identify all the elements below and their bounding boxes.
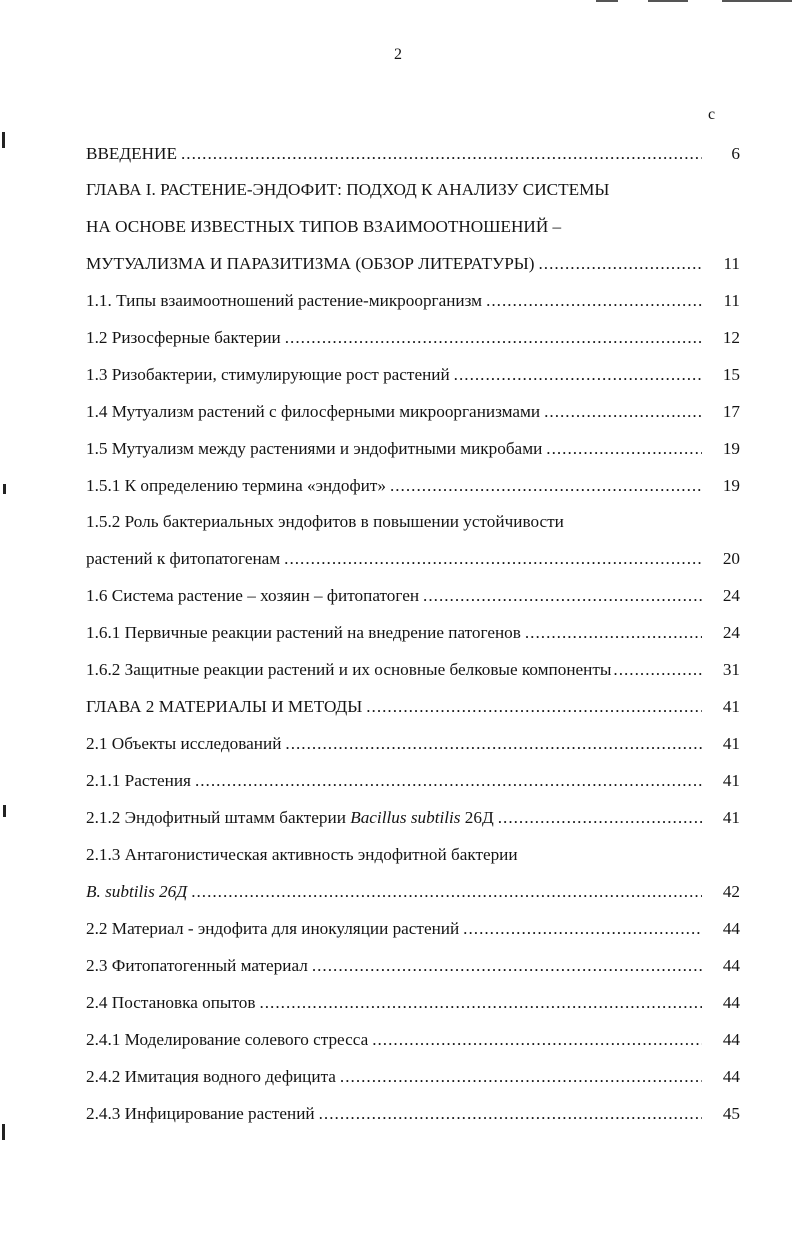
toc-entry-chapter-1-line-1[interactable] bbox=[86, 172, 740, 209]
toc-entry-title: ГЛАВА I. РАСТЕНИЕ-ЭНДОФИТ: ПОДХОД К АНАЛИЗУ СИСТЕМЫ bbox=[86, 180, 610, 200]
toc-entry-1-2[interactable] bbox=[86, 319, 740, 356]
toc-entry-title: 1.2 Ризосферные бактерии bbox=[86, 327, 281, 347]
dot-leader bbox=[319, 1104, 702, 1124]
toc-entry-page: 44 bbox=[722, 955, 740, 975]
toc-entry-title: 2.2 Материал - эндофита для инокуляции растений bbox=[86, 918, 460, 938]
toc-entry-title: 1.6.2 Защитные реакции растений и их основные белковые компоненты bbox=[86, 660, 612, 679]
dot-leader bbox=[546, 439, 702, 459]
toc-entry-page: 44 bbox=[722, 1066, 740, 1086]
toc-entry-title: 2.4.3 Инфицирование растений bbox=[86, 1103, 315, 1123]
dot-leader bbox=[181, 144, 702, 164]
page-column-header: с bbox=[708, 106, 716, 123]
toc-entry-page: 12 bbox=[722, 327, 740, 347]
toc-entry-2-4-3[interactable] bbox=[86, 1095, 740, 1132]
toc-entry-page: 44 bbox=[722, 918, 740, 938]
toc-entry-title: 1.5 Мутуализм между растениями и эндофитными микробами bbox=[86, 438, 543, 458]
dot-leader bbox=[259, 993, 702, 1013]
toc-entry-1-5[interactable] bbox=[86, 430, 740, 467]
toc-entry-title: 2.1 Объекты исследований bbox=[86, 734, 282, 753]
toc-entry-title: 2.1.2 Эндофитный штамм бактерии Bacillus subtilis 26Д bbox=[86, 808, 494, 827]
toc-entry-2-3[interactable] bbox=[86, 947, 740, 984]
toc-entry-page: 15 bbox=[722, 364, 740, 384]
dot-leader bbox=[372, 1030, 702, 1050]
toc-entry-2-1-2[interactable] bbox=[86, 800, 740, 837]
toc-entry-2-1-3-line-2[interactable] bbox=[86, 873, 740, 910]
scan-artifact bbox=[3, 805, 6, 817]
toc-entry-title: 1.6.1 Первичные реакции растений на внедрение патогенов bbox=[86, 623, 521, 642]
toc-entry-title: B. subtilis 26Д bbox=[86, 881, 188, 901]
toc-entry-chapter-1-line-3[interactable] bbox=[86, 245, 740, 282]
toc-entry-title: 1.3 Ризобактерии, стимулирующие рост растений bbox=[86, 364, 450, 384]
toc-entry-chapter-2[interactable] bbox=[86, 689, 740, 726]
toc-entry-page: 41 bbox=[722, 771, 740, 790]
toc-entry-title: 1.4 Мутуализм растений с филосферными микроорганизмами bbox=[86, 401, 541, 421]
toc-entry-title: 2.4.1 Моделирование солевого стресса bbox=[86, 1029, 369, 1049]
toc-entry-page: 11 bbox=[723, 253, 740, 273]
toc-entry-page: 6 bbox=[731, 143, 740, 163]
toc-entry-2-2[interactable] bbox=[86, 910, 740, 947]
toc-entry-title: МУТУАЛИЗМА И ПАРАЗИТИЗМА (ОБЗОР ЛИТЕРАТУРЫ) bbox=[86, 253, 535, 273]
dot-leader bbox=[498, 808, 702, 828]
dot-leader bbox=[284, 549, 702, 569]
toc-entry-2-4-1[interactable] bbox=[86, 1021, 740, 1058]
dot-leader bbox=[366, 697, 702, 717]
toc-entry-page: 24 bbox=[722, 623, 740, 642]
toc-entry-1-3[interactable] bbox=[86, 356, 740, 393]
scan-artifact bbox=[596, 0, 618, 2]
toc-entry-2-1-3-line-1[interactable] bbox=[86, 837, 740, 874]
toc-entry-title: 1.6 Система растение – хозяин – фитопатоген bbox=[86, 586, 420, 605]
toc-entry-page: 20 bbox=[722, 549, 740, 568]
toc-entry-1-5-2-line-2[interactable] bbox=[86, 541, 740, 578]
toc-entry-2-1[interactable] bbox=[86, 726, 740, 763]
toc-entry-2-1-1[interactable] bbox=[86, 763, 740, 800]
toc-entry-page: 11 bbox=[723, 290, 740, 310]
dot-leader bbox=[340, 1067, 702, 1087]
toc-entry-page: 19 bbox=[722, 438, 740, 458]
dot-leader bbox=[544, 402, 702, 422]
toc-entry-1-5-1[interactable] bbox=[86, 467, 740, 504]
toc-entry-page: 31 bbox=[722, 660, 740, 679]
dot-leader bbox=[538, 254, 702, 274]
toc-entry-title: ГЛАВА 2 МАТЕРИАЛЫ И МЕТОДЫ bbox=[86, 697, 363, 716]
toc-entry-title: 2.4.2 Имитация водного дефицита bbox=[86, 1066, 336, 1086]
toc-entry-page: 19 bbox=[722, 475, 740, 495]
dot-leader bbox=[463, 919, 702, 939]
toc-entry-page: 44 bbox=[722, 1029, 740, 1049]
scan-artifact bbox=[648, 0, 688, 2]
toc-entry-page: 42 bbox=[722, 881, 740, 901]
toc-entry-title: растений к фитопатогенам bbox=[86, 549, 281, 568]
toc-entry-1-6-2[interactable] bbox=[86, 652, 740, 689]
toc-entry-page: 41 bbox=[722, 808, 740, 827]
toc-entry-title: ВВЕДЕНИЕ bbox=[86, 143, 177, 163]
table-of-contents bbox=[86, 135, 740, 1132]
toc-entry-title: 1.5.2 Роль бактериальных эндофитов в повышении устойчивости bbox=[86, 512, 564, 532]
toc-entry-page: 17 bbox=[722, 401, 740, 421]
scan-artifact bbox=[2, 1124, 5, 1140]
scan-artifact bbox=[2, 132, 5, 148]
toc-entry-title: 2.4 Постановка опытов bbox=[86, 992, 256, 1012]
toc-entry-2-4-2[interactable] bbox=[86, 1058, 740, 1095]
dot-leader bbox=[525, 623, 702, 643]
toc-entry-page: 41 bbox=[722, 734, 740, 753]
toc-entry-page: 24 bbox=[722, 586, 740, 605]
toc-entry-1-4[interactable] bbox=[86, 393, 740, 430]
toc-entry-1-5-2-line-1[interactable] bbox=[86, 504, 740, 541]
scan-artifact bbox=[3, 484, 6, 494]
dot-leader bbox=[454, 365, 702, 385]
dot-leader bbox=[312, 956, 702, 976]
toc-entry-title: 1.5.1 К определению термина «эндофит» bbox=[86, 475, 386, 495]
toc-entry-2-4[interactable] bbox=[86, 984, 740, 1021]
toc-entry-page: 45 bbox=[722, 1103, 740, 1123]
toc-entry-1-6[interactable] bbox=[86, 578, 740, 615]
toc-entry-1-1[interactable] bbox=[86, 282, 740, 319]
toc-entry-page: 44 bbox=[722, 992, 740, 1012]
toc-entry-chapter-1-line-2[interactable] bbox=[86, 209, 740, 246]
toc-entry-title: НА ОСНОВЕ ИЗВЕСТНЫХ ТИПОВ ВЗАИМООТНОШЕНИЙ – bbox=[86, 216, 562, 236]
toc-entry-title: 2.1.1 Растения bbox=[86, 771, 191, 790]
toc-entry-1-6-1[interactable] bbox=[86, 615, 740, 652]
dot-leader bbox=[390, 476, 702, 496]
scan-artifact bbox=[722, 0, 792, 2]
dot-leader bbox=[285, 328, 702, 348]
dot-leader bbox=[195, 771, 702, 791]
toc-entry-introduction[interactable] bbox=[86, 135, 740, 172]
dot-leader bbox=[423, 586, 702, 606]
dot-leader bbox=[285, 734, 702, 754]
toc-entry-title: 2.1.3 Антагонистическая активность эндофитной бактерии bbox=[86, 844, 518, 864]
dot-leader bbox=[191, 882, 702, 902]
dot-leader bbox=[613, 660, 704, 680]
toc-entry-title: 1.1. Типы взаимоотношений растение-микроорганизм bbox=[86, 290, 483, 310]
page-number: 2 bbox=[394, 46, 402, 63]
toc-entry-page: 41 bbox=[722, 697, 740, 716]
dot-leader bbox=[486, 291, 702, 311]
toc-entry-title: 2.3 Фитопатогенный материал bbox=[86, 955, 308, 975]
